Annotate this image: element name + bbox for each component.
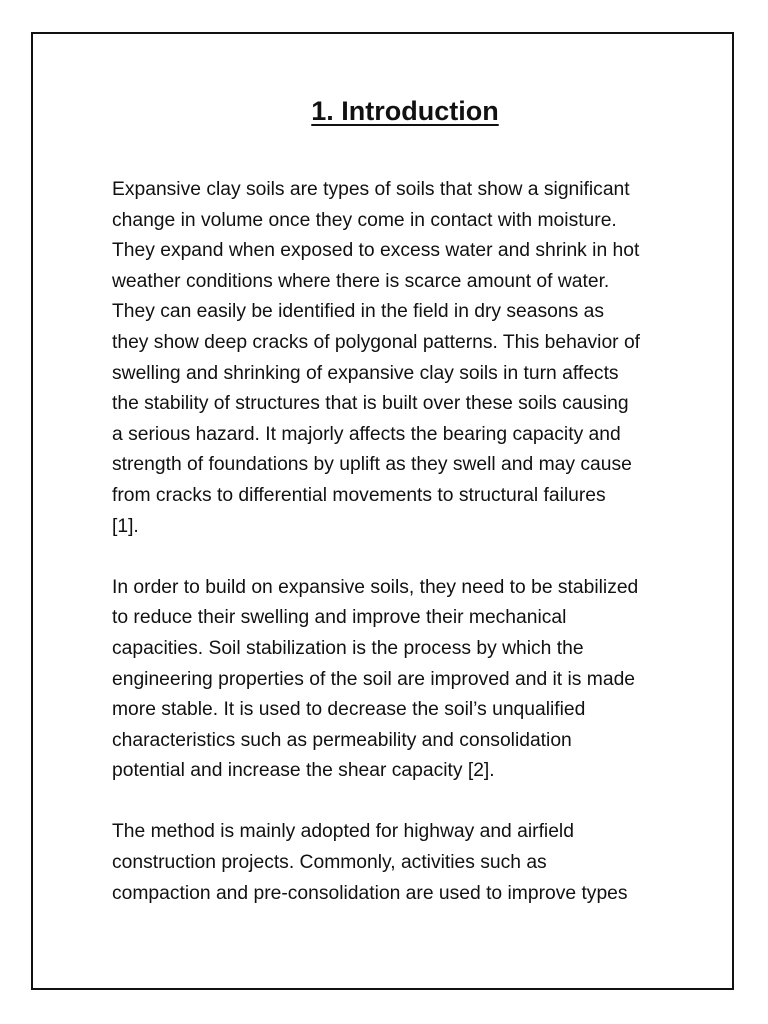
text-line: In order to build on expansive soils, they need to be stabilized	[112, 576, 639, 598]
text-line: [1].	[112, 515, 139, 537]
text-line: compaction and pre-consolidation are used to improve types	[112, 882, 628, 904]
text-line: potential and increase the shear capacity [2].	[112, 760, 495, 782]
text-line: The method is mainly adopted for highway and airfield	[112, 821, 574, 843]
text-line: weather conditions where there is scarce amount of water.	[112, 270, 610, 292]
paragraph-1	[112, 175, 692, 542]
text-line: engineering properties of the soil are improved and it is made	[112, 668, 636, 690]
text-line: construction projects. Commonly, activities such as	[112, 852, 547, 874]
text-line: Expansive clay soils are types of soils that show a significant	[112, 179, 630, 200]
text-line: They can easily be identified in the field in dry seasons as	[112, 301, 604, 323]
text-line: swelling and shrinking of expansive clay soils in turn affects	[112, 362, 619, 384]
section-heading: 1. Introduction	[311, 96, 499, 126]
body-text	[112, 175, 692, 940]
text-line: change in volume once they come in contact with moisture.	[112, 209, 617, 231]
text-line: from cracks to differential movements to structural failures	[112, 484, 606, 506]
text-line: they show deep cracks of polygonal patterns. This behavior of	[112, 331, 641, 353]
text-line: a serious hazard. It majorly affects the bearing capacity and	[112, 423, 621, 445]
text-line: capacities. Soil stabilization is the process by which the	[112, 637, 584, 659]
text-line: more stable. It is used to decrease the soil’s unqualified	[112, 699, 586, 721]
paragraph-2	[112, 573, 692, 787]
paragraph-3	[112, 817, 692, 909]
text-line: to reduce their swelling and improve their mechanical	[112, 607, 567, 629]
text-line: characteristics such as permeability and consolidation	[112, 729, 572, 751]
text-line: the stability of structures that is built over these soils causing	[112, 393, 629, 415]
text-line: They expand when exposed to excess water and shrink in hot	[112, 240, 640, 262]
text-line: strength of foundations by uplift as they swell and may cause	[112, 454, 632, 476]
